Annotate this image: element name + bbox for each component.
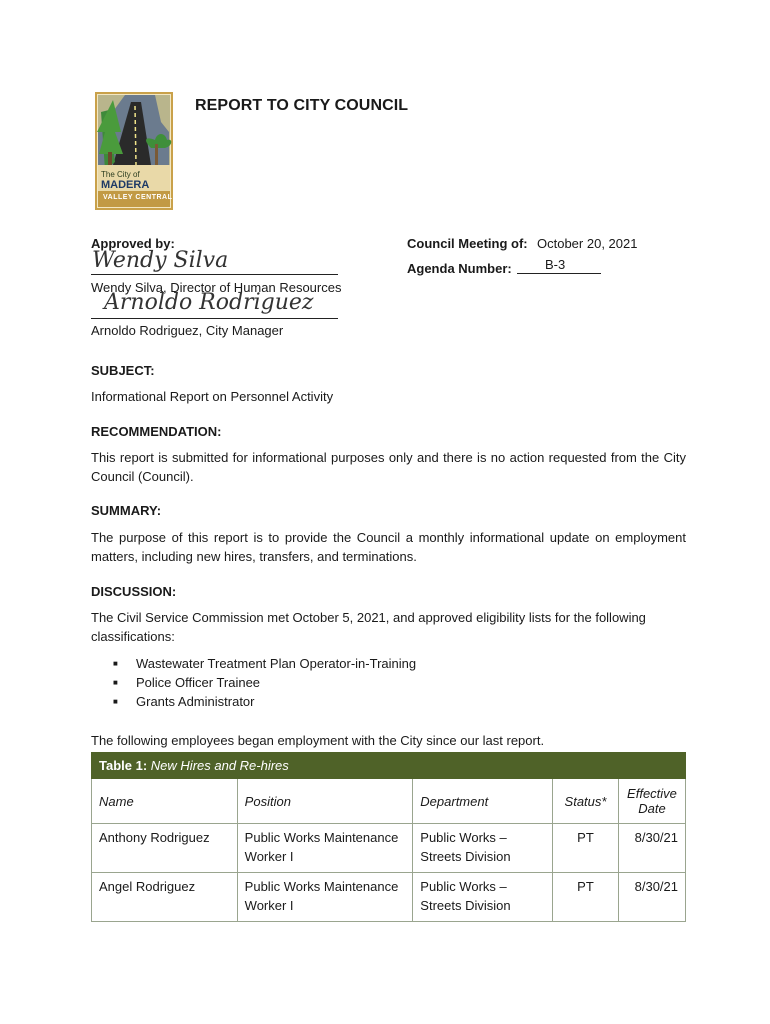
recommendation-heading: RECOMMENDATION: [91, 424, 222, 439]
list-item: ■ Police Officer Trainee [91, 673, 686, 692]
logo-city-of: The City of [101, 170, 140, 179]
summary-text: The purpose of this report is to provide the Council a monthly informational update on employment matters, including new hires, transfers, and terminations. [91, 530, 686, 564]
agenda-number-line [517, 273, 601, 274]
header-status: Status* [553, 779, 619, 824]
table-caption-title: New Hires and Re-hires [150, 758, 289, 773]
recommendation-text: This report is submitted for informational purposes only and there is no action requested from the City Council (Council). [91, 450, 686, 484]
new-hires-table [91, 752, 686, 922]
discussion-text: The Civil Service Commission met October 5, 2021, and approved eligibility lists for the following classifications: [91, 610, 646, 644]
signer2-name: Arnoldo Rodriguez, City Manager [91, 323, 284, 338]
cell-effective-date: 8/30/21 [618, 824, 685, 873]
signature-arnoldo-rodriguez: Arnoldo Rodriguez [104, 290, 314, 315]
table-row [92, 824, 686, 873]
cell-position: Public Works Maintenance Worker I [237, 873, 413, 922]
discussion-heading: DISCUSSION: [91, 584, 177, 599]
council-meeting-label: Council Meeting of: [407, 236, 528, 251]
logo-madera: MADERA [101, 179, 150, 191]
signature-line-2 [91, 318, 338, 319]
signature-line-1 [91, 274, 338, 275]
header-effective-date: Effective Date [618, 779, 685, 824]
cell-name: Angel Rodriguez [92, 873, 238, 922]
approved-by-label: Approved by: [91, 236, 175, 251]
report-title: REPORT TO CITY COUNCIL [195, 97, 409, 114]
list-item: ■ Wastewater Treatment Plan Operator-in-Training [91, 654, 686, 673]
logo-valley-central: VALLEY CENTRAL [103, 194, 173, 201]
cell-effective-date: 8/30/21 [618, 873, 685, 922]
table-caption-label: Table 1: [99, 758, 148, 773]
subject-heading: SUBJECT: [91, 363, 155, 378]
list-item: ■ Grants Administrator [91, 692, 686, 711]
agenda-number-label: Agenda Number: [407, 261, 512, 276]
table-header-row [92, 779, 686, 824]
signature-wendy-silva: Wendy Silva [92, 248, 229, 273]
cell-department: Public Works – Streets Division [413, 873, 553, 922]
council-meeting-value: October 20, 2021 [537, 236, 638, 251]
classification-list [91, 654, 686, 711]
header-name: Name [92, 779, 238, 824]
employees-intro: The following employees began employment with the City since our last report. [91, 733, 545, 748]
summary-heading: SUMMARY: [91, 503, 162, 518]
table-row [92, 873, 686, 922]
cell-position: Public Works Maintenance Worker I [237, 824, 413, 873]
signer1-name: Wendy Silva, Director of Human Resources [91, 280, 342, 295]
subject-text: Informational Report on Personnel Activity [91, 389, 334, 404]
cell-name: Anthony Rodriguez [92, 824, 238, 873]
agenda-number-value: B-3 [545, 257, 566, 272]
table-caption [92, 753, 686, 779]
cell-department: Public Works – Streets Division [413, 824, 553, 873]
city-of-madera-logo [95, 92, 173, 210]
cell-status: PT [553, 824, 619, 873]
header-department: Department [413, 779, 553, 824]
header-position: Position [237, 779, 413, 824]
cell-status: PT [553, 873, 619, 922]
